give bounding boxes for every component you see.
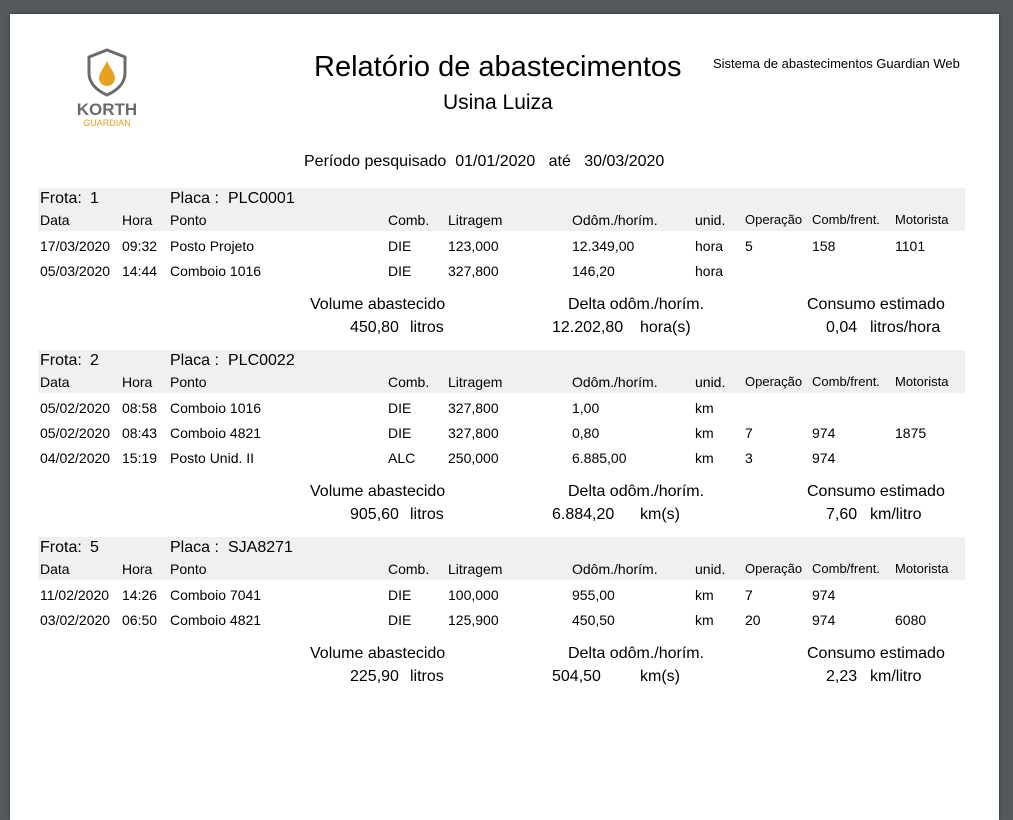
delta-unit: hora(s) [640,319,691,336]
cell-odom: 0,80 [572,425,600,441]
cell-motorista: 6080 [895,612,927,628]
cell-operacao: 7 [745,587,753,603]
cell-odom: 146,20 [572,263,615,279]
placa-label: Placa : [170,190,219,207]
delta-value: 6.884,20 [552,506,615,523]
cell-hora: 09:32 [122,238,158,254]
frota-label: Frota: [40,539,82,556]
fleet-summary [38,483,965,527]
consumo-value: 0,04 [826,319,858,336]
consumo-unit: km/litro [870,506,922,523]
cell-litragem: 327,800 [448,400,499,416]
cell-unid: km [695,400,714,416]
cell-litragem: 100,000 [448,587,499,603]
cell-ponto: Comboio 4821 [170,612,262,628]
cell-unid: hora [695,263,724,279]
cell-odom: 6.885,00 [572,450,627,466]
cell-data: 04/02/2020 [40,450,111,466]
table-row [38,584,965,609]
column-header-data: Data [40,212,70,228]
volume-unit: litros [410,668,444,685]
report-subtitle: Usina Luiza [443,91,553,114]
cell-unid: km [695,587,714,603]
column-header-comb: Comb. [388,561,430,577]
fleet-header-bar [38,350,965,393]
cell-odom: 1,00 [572,400,600,416]
fleet-section [38,188,965,340]
delta-value: 12.202,80 [552,319,624,336]
cell-combfrent: 158 [812,238,836,254]
column-header-comb: Comb. [388,374,430,390]
cell-data: 17/03/2020 [40,238,111,254]
column-header-unid: unid. [695,374,726,390]
consumo-unit: litros/hora [870,319,941,336]
cell-data: 05/02/2020 [40,400,111,416]
fleet-summary [38,296,965,340]
fleet-rows [38,393,965,472]
volume-value: 225,90 [350,668,399,685]
column-header-ponto: Ponto [170,374,207,390]
consumo-label: Consumo estimado [807,296,945,313]
logo-subtext: GUARDIAN [83,118,131,128]
column-header-data: Data [40,374,70,390]
column-header-litragem: Litragem [448,212,503,228]
cell-combfrent: 974 [812,587,836,603]
period-start: 01/01/2020 [455,153,536,170]
cell-hora: 15:19 [122,450,158,466]
frota-number: 2 [90,352,99,369]
placa-value: PLC0001 [228,190,295,207]
cell-combfrent: 974 [812,425,836,441]
column-header-motorista: Motorista [895,212,949,227]
cell-operacao: 3 [745,450,753,466]
fleet-header-bar [38,188,965,231]
delta-value: 504,50 [552,668,601,685]
cell-unid: km [695,612,714,628]
cell-unid: km [695,425,714,441]
column-header-hora: Hora [122,212,153,228]
delta-label: Delta odôm./horím. [568,296,705,313]
column-header-ponto: Ponto [170,561,207,577]
column-header-ponto: Ponto [170,212,207,228]
placa-label: Placa : [170,539,219,556]
cell-ponto: Posto Unid. II [170,450,255,466]
fleet-header-bar [38,537,965,580]
cell-motorista: 1101 [895,238,926,254]
delta-label: Delta odôm./horím. [568,645,705,662]
fleet-rows [38,231,965,285]
cell-ponto: Posto Projeto [170,238,255,254]
cell-combfrent: 974 [812,450,836,466]
consumo-value: 2,23 [826,668,858,685]
cell-litragem: 327,800 [448,263,499,279]
column-header-litragem: Litragem [448,561,503,577]
consumo-label: Consumo estimado [807,645,945,662]
column-header-odom: Odôm./horím. [572,212,658,228]
column-header-hora: Hora [122,561,153,577]
cell-motorista: 1875 [895,425,927,441]
cell-comb: DIE [388,263,412,279]
cell-comb: DIE [388,425,412,441]
cell-hora: 06:50 [122,612,158,628]
frota-number: 5 [90,539,99,556]
cell-comb: DIE [388,400,412,416]
period-until-label: até [548,153,571,170]
column-header-operacao: Operação [745,561,803,576]
cell-odom: 450,50 [572,612,615,628]
frota-label: Frota: [40,352,82,369]
column-header-odom: Odôm./horím. [572,561,658,577]
frota-label: Frota: [40,190,82,207]
column-header-combfrent: Comb/frent. [812,374,880,389]
cell-hora: 14:44 [122,263,158,279]
consumo-unit: km/litro [870,668,922,685]
column-header-comb: Comb. [388,212,430,228]
cell-litragem: 250,000 [448,450,499,466]
cell-comb: DIE [388,587,412,603]
delta-unit: km(s) [640,668,680,685]
cell-data: 03/02/2020 [40,612,111,628]
consumo-label: Consumo estimado [807,483,945,500]
column-header-combfrent: Comb/frent. [812,212,880,227]
column-header-litragem: Litragem [448,374,503,390]
cell-hora: 14:26 [122,587,158,603]
table-row [38,447,965,472]
volume-unit: litros [410,319,444,336]
table-row [38,609,965,634]
consumo-value: 7,60 [826,506,858,523]
column-header-operacao: Operação [745,212,803,227]
cell-combfrent: 974 [812,612,836,628]
table-row [38,260,965,285]
period-line [304,153,664,171]
cell-ponto: Comboio 1016 [170,400,262,416]
volume-label: Volume abastecido [310,296,446,313]
column-header-data: Data [40,561,70,577]
logo-text: KORTH [76,100,138,119]
table-row [38,397,965,422]
fleet-rows [38,580,965,634]
cell-litragem: 123,000 [448,238,499,254]
cell-comb: DIE [388,612,412,628]
cell-unid: km [695,450,714,466]
system-name: Sistema de abastecimentos Guardian Web [713,56,960,71]
cell-operacao: 20 [745,612,761,628]
volume-label: Volume abastecido [310,483,446,500]
placa-label: Placa : [170,352,219,369]
cell-hora: 08:43 [122,425,158,441]
cell-data: 05/02/2020 [40,425,111,441]
fleet-section [38,350,965,527]
cell-ponto: Comboio 1016 [170,263,262,279]
korth-logo [70,48,144,128]
cell-litragem: 327,800 [448,425,499,441]
column-header-unid: unid. [695,212,726,228]
fleet-section [38,537,965,689]
placa-value: SJA8271 [228,539,293,556]
volume-unit: litros [410,506,444,523]
cell-data: 11/02/2020 [40,587,110,603]
placa-value: PLC0022 [228,352,295,369]
cell-odom: 12.349,00 [572,238,635,254]
report-title: Relatório de abastecimentos [314,51,682,83]
cell-litragem: 125,900 [448,612,499,628]
cell-comb: DIE [388,238,412,254]
delta-label: Delta odôm./horím. [568,483,705,500]
column-header-combfrent: Comb/frent. [812,561,880,576]
column-header-unid: unid. [695,561,726,577]
table-row [38,235,965,260]
column-header-odom: Odôm./horím. [572,374,658,390]
cell-operacao: 5 [745,238,753,254]
cell-odom: 955,00 [572,587,615,603]
volume-value: 450,80 [350,319,399,336]
cell-data: 05/03/2020 [40,263,111,279]
shield-drop-icon [70,48,144,128]
cell-operacao: 7 [745,425,753,441]
column-header-motorista: Motorista [895,561,949,576]
column-header-hora: Hora [122,374,153,390]
period-label: Período pesquisado [304,153,447,170]
report-page [10,14,999,820]
cell-hora: 08:58 [122,400,158,416]
frota-number: 1 [90,190,99,207]
table-row [38,422,965,447]
cell-unid: hora [695,238,724,254]
cell-comb: ALC [388,450,416,466]
column-header-motorista: Motorista [895,374,949,389]
column-header-operacao: Operação [745,374,803,389]
delta-unit: km(s) [640,506,680,523]
volume-value: 905,60 [350,506,399,523]
period-end: 30/03/2020 [584,153,665,170]
volume-label: Volume abastecido [310,645,446,662]
cell-ponto: Comboio 7041 [170,587,262,603]
fleet-summary [38,645,965,689]
cell-ponto: Comboio 4821 [170,425,262,441]
